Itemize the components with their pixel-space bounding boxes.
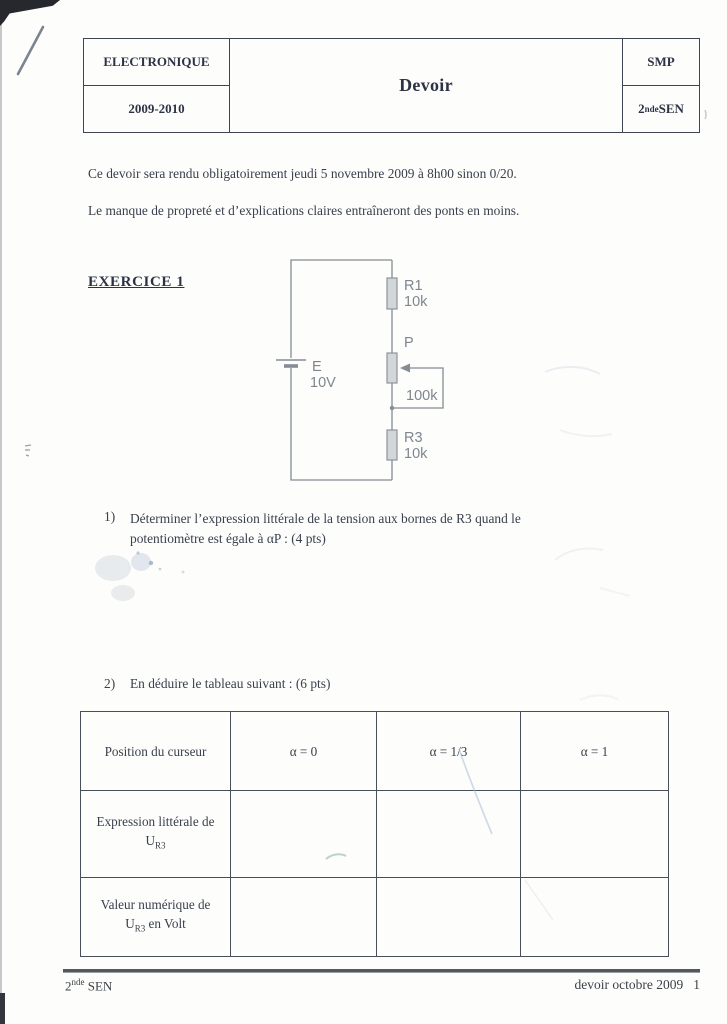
answer-cell-val-alpha-1	[521, 878, 668, 956]
scan-bottom-edge	[0, 993, 5, 1024]
footer-doc-title: devoir octobre 2009	[574, 977, 684, 992]
wire-bottom-left	[291, 368, 392, 480]
pot-value: 100k	[406, 388, 438, 404]
small-ink-mark	[705, 110, 706, 119]
question-1-text	[130, 509, 600, 549]
margin-smudge	[25, 445, 31, 456]
r3-label: R3	[404, 430, 423, 446]
header-right-column	[622, 39, 699, 132]
table-header-alpha-1-3: α = 1/3	[377, 712, 521, 791]
header-left-column	[84, 39, 230, 132]
circuit-diagram	[260, 250, 465, 490]
question-1-line-1: Déterminer l’expression littérale de la tension aux bornes de R3 quand le	[130, 511, 521, 526]
intro-line-2: Le manque de propreté et d’explications claires entraîneront des ponts en moins.	[88, 203, 520, 218]
answer-cell-val-alpha-0	[231, 878, 377, 956]
r1-label: R1	[404, 278, 423, 294]
question-1-line-2: potentiomètre est égale à αP : (4 pts)	[130, 531, 326, 546]
answer-table	[80, 711, 669, 957]
header-subject: ELECTRONIQUE	[84, 39, 229, 86]
header-class: 2 nde SEN	[638, 100, 684, 116]
r1-value: 10k	[404, 294, 428, 310]
scan-corner-shadow	[0, 0, 60, 26]
header-school-year: 2009-2010	[128, 100, 185, 116]
header-group: SMP	[623, 39, 699, 86]
answer-cell-expr-alpha-1	[521, 791, 668, 878]
footer-title-page	[575, 977, 700, 993]
source-value: 10V	[310, 375, 336, 391]
row-label-expression: Expression littérale de $U_{R3}$	[81, 791, 231, 878]
source-label: E	[312, 359, 322, 375]
resistor-r3-symbol	[387, 430, 397, 460]
ink-smudge-stain	[95, 551, 185, 601]
scan-left-edge	[0, 0, 2, 1024]
pen-slash-mark	[18, 27, 43, 74]
table-header-alpha-1: α = 1	[521, 712, 668, 791]
wiper-arrowhead-icon	[400, 364, 410, 373]
table-header-alpha-0: α = 0	[231, 712, 377, 791]
answer-cell-expr-alpha-0	[231, 791, 377, 878]
footer-page-number: 1	[693, 977, 700, 992]
question-1-number: 1)	[104, 509, 116, 524]
intro-line-1: Ce devoir sera rendu obligatoirement jeudi 5 novembre 2009 à 8h00 sinon 0/20.	[88, 166, 517, 181]
potentiometer-symbol	[387, 353, 397, 383]
question-2-number: 2)	[104, 676, 116, 691]
footer-class: 2nde SEN	[65, 977, 113, 994]
question-2-text: En déduire le tableau suivant : (6 pts)	[130, 676, 331, 691]
r3-value: 10k	[404, 446, 428, 462]
answer-cell-expr-alpha-1-3	[377, 791, 521, 878]
document-title: Devoir	[399, 75, 453, 95]
pot-label: P	[404, 335, 414, 351]
junction-node	[390, 406, 394, 410]
wire-top-left	[291, 260, 392, 358]
row-label-valeur: Valeur numérique de $U_{R3}$ en Volt	[81, 878, 231, 956]
table-header-position: Position du curseur	[81, 712, 231, 791]
header-table	[83, 38, 700, 133]
resistor-r1-symbol	[387, 278, 397, 309]
exercise-1-heading: EXERCICE 1	[88, 274, 185, 290]
footer-rule	[63, 969, 700, 973]
answer-cell-val-alpha-1-3	[377, 878, 521, 956]
